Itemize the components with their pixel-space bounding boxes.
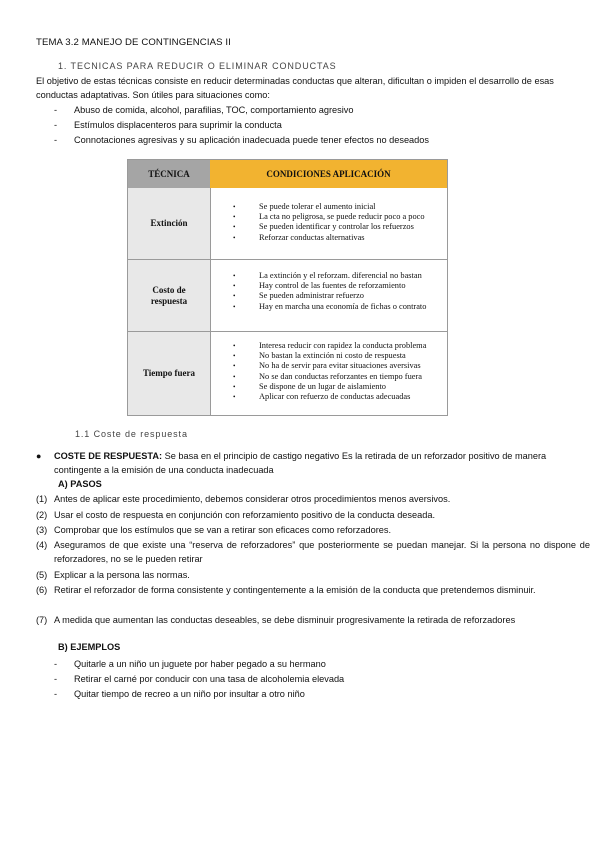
- list-dash: -: [54, 135, 58, 145]
- list-item: Estímulos displacenteros para suprimir la conducta: [74, 120, 282, 130]
- conditions-cell: [210, 260, 448, 331]
- section-heading: 1. TECNICAS PARA REDUCIR O ELIMINAR CONDUCTAS: [58, 61, 337, 71]
- condition-item: • Se dispone de un lugar de aislamiento: [233, 381, 386, 391]
- step-text: Retirar el reforzador de forma consistente y contingentemente a la emisión de la conducta que pretendemos disminuir.: [54, 585, 536, 595]
- step-number: (2): [36, 510, 48, 520]
- list-dash: -: [54, 120, 58, 130]
- step-number: (4): [36, 540, 48, 550]
- list-item: Abuso de comida, alcohol, parafilias, TOC, comportamiento agresivo: [74, 105, 354, 115]
- condition-item: • Interesa reducir con rapidez la conducta problema: [233, 341, 427, 350]
- step-text: Antes de aplicar este procedimiento, debemos considerar otros procedimientos menos aversivos.: [54, 494, 451, 504]
- condition-item: • Se puede tolerar el aumento inicial: [233, 202, 376, 211]
- bullet-icon: ●: [36, 451, 42, 461]
- coste-definition: COSTE DE RESPUESTA: Se basa en el principio de castigo negativo Es la retirada de un reforzador positivo de manera contingente a la emisión de una conducta inadecuada: [54, 451, 547, 475]
- step-text: Aseguramos de que existe una “reserva de reforzadores” que posteriormente se puedan manejar. Si la persona no dispone de reforzadores, no se le pueden retirar: [54, 540, 590, 564]
- condition-item: • No ha de servir para evitar situaciones aversivas: [233, 361, 421, 371]
- step-text: Usar el costo de respuesta en conjunción con reforzamiento positivo de la conducta deseada.: [54, 510, 436, 520]
- condition-item: • Aplicar con refuerzo de conductas adecuadas: [233, 392, 411, 402]
- condition-item: • Reforzar conductas alternativas: [233, 232, 365, 242]
- condition-item: • Se pueden administrar refuerzo: [233, 291, 364, 301]
- step-number: (1): [36, 494, 48, 504]
- step-text: A medida que aumentan las conductas deseables, se debe disminuir progresivamente la retirada de reforzadores: [54, 615, 516, 625]
- pasos-heading: A) PASOS: [58, 479, 102, 489]
- step-number: (3): [36, 525, 48, 535]
- step-text: Explicar a la persona las normas.: [54, 570, 190, 580]
- condition-item: • Hay en marcha una economía de fichas o contrato: [233, 301, 427, 311]
- techniques-table: [127, 159, 448, 416]
- list-dash: -: [54, 674, 58, 684]
- step-number: (6): [36, 585, 48, 595]
- intro-paragraph: El objetivo de estas técnicas consiste en reducir determinadas conductas que alteran, dificultan o impiden el desarrollo de esas conductas adaptativas. Son útiles para situaciones como:: [36, 76, 554, 100]
- page-title: TEMA 3.2 MANEJO DE CONTINGENCIAS II: [36, 37, 231, 48]
- conditions-cell: [210, 332, 448, 415]
- table-header-technique: TÉCNICA: [128, 160, 210, 188]
- list-item: Connotaciones agresivas y su aplicación inadecuada puede tener efectos no deseados: [74, 135, 429, 145]
- list-dash: -: [54, 659, 58, 669]
- step-number: (5): [36, 570, 48, 580]
- technique-cell: Tiempo fuera: [128, 332, 210, 415]
- list-dash: -: [54, 689, 58, 699]
- technique-cell: Extinción: [128, 188, 210, 259]
- conditions-cell: [210, 188, 448, 259]
- step-number: (7): [36, 615, 48, 625]
- condition-item: • Hay control de las fuentes de reforzamiento: [233, 281, 406, 291]
- list-dash: -: [54, 105, 58, 115]
- subsection-heading: 1.1 Coste de respuesta: [75, 429, 188, 439]
- ejemplos-heading: B) EJEMPLOS: [58, 642, 121, 652]
- example-item: Quitar tiempo de recreo a un niño por insultar a otro niño: [74, 689, 305, 699]
- example-item: Retirar el carné por conducir con una tasa de alcoholemia elevada: [74, 674, 345, 684]
- condition-item: • Se pueden identificar y controlar los refuerzos: [233, 222, 414, 232]
- step-text: Comprobar que los estímulos que se van a retirar son eficaces como reforzadores.: [54, 525, 392, 535]
- condition-item: • La cta no peligrosa, se puede reducir poco a poco: [233, 212, 425, 222]
- table-header-conditions: CONDICIONES APLICACIÓN: [210, 160, 447, 188]
- condition-item: • La extinción y el reforzam. diferencial no bastan: [233, 271, 422, 280]
- technique-cell: Costo de respuesta: [128, 260, 210, 331]
- example-item: Quitarle a un niño un juguete por haber pegado a su hermano: [74, 659, 326, 669]
- condition-item: • No se dan conductas reforzantes en tiempo fuera: [233, 371, 423, 381]
- condition-item: • No bastan la extinción ni costo de respuesta: [233, 351, 406, 361]
